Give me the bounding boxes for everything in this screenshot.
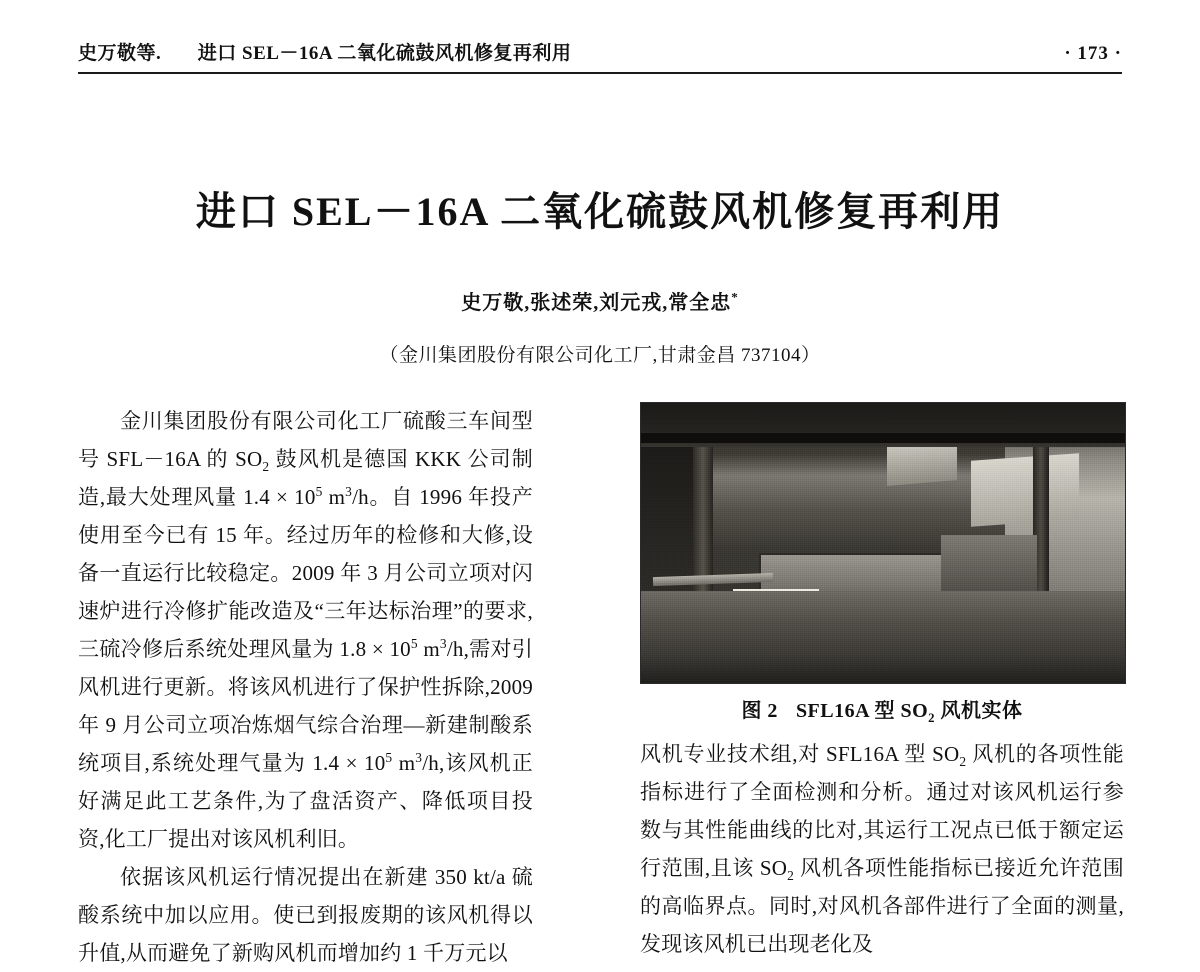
figure-caption-text: SFL16A 型 SO — [795, 700, 929, 722]
running-head-title: 进口 SEL－16A 二氧化硫鼓风机修复再利用 — [197, 43, 572, 64]
paragraph: 风机专业技术组,对 SFL16A 型 $SO_2$ 风机的各项性能指标进行了全面检测和分析。通过对该风机运行参数与其性能曲线的比对,其运行工况点已低于额定运行范围,且该 $SO_2$ 风机各项性能指标已接近允许范围的高临界点。同时,对风机各部件进行了全面的测量,发现该风机已出现老化及 — [640, 742, 1124, 956]
running-head-left — [78, 38, 571, 65]
header-divider — [78, 72, 1122, 74]
affiliation: （金川集团股份有限公司化工厂,甘肃金昌 737104） — [379, 345, 821, 366]
author-names: 史万敬,张述荣,刘元戎,常全忠 — [461, 292, 732, 314]
figure-image — [640, 402, 1126, 684]
figure-label: 图 2 — [741, 700, 778, 722]
body-column-left — [78, 402, 533, 972]
author-marker: * — [731, 289, 739, 305]
running-head — [78, 38, 1122, 65]
author-list — [0, 286, 1200, 315]
figure-block — [640, 402, 1124, 723]
paragraph: 依据该风机运行情况提出在新建 350 kt/a 硫酸系统中加以应用。使已到报废期的该风机得以升值,从而避免了新购风机而增加约 1 千万元以 — [78, 865, 533, 965]
figure-caption — [640, 694, 1124, 723]
figure-caption-tail: 风机实体 — [935, 700, 1023, 722]
figure-caption-subscript: 2 — [928, 711, 936, 725]
page-title: 进口 SEL－16A 二氧化硫鼓风机修复再利用 — [195, 189, 1005, 234]
page-number: · 173 · — [1064, 43, 1122, 64]
body-column-right — [640, 735, 1124, 963]
running-head-authors: 史万敬等. — [78, 43, 162, 64]
paragraph: 金川集团股份有限公司化工厂硫酸三车间型号 SFL－16A 的 $SO_2$ 鼓风机是德国 KKK 公司制造,最大处理风量 $1.4 \times 10^5$ $m^3/h$。自 1996 年投产使用至今已有 15 年。经过历年的检修和大修,设备一直运行比较稳定。2009 年 3 月公司立项对闪速炉进行冷修扩能改造及“三年达标治理”的要求,三硫冷修后系统处理风量为 $1.8 \times 10^5$ $m^3/h$,需对引风机进行更新。将该风机进行了保护性拆除,2009 年 9 月公司立项冶炼烟气综合治理—新建制酸系统项目,系统处理气量为 $1.4 \times 10^5$ $m^3/h$,该风机正好满足此工艺条件,为了盘活资产、降低项目投资,化工厂提出对该风机利旧。 — [78, 409, 534, 851]
